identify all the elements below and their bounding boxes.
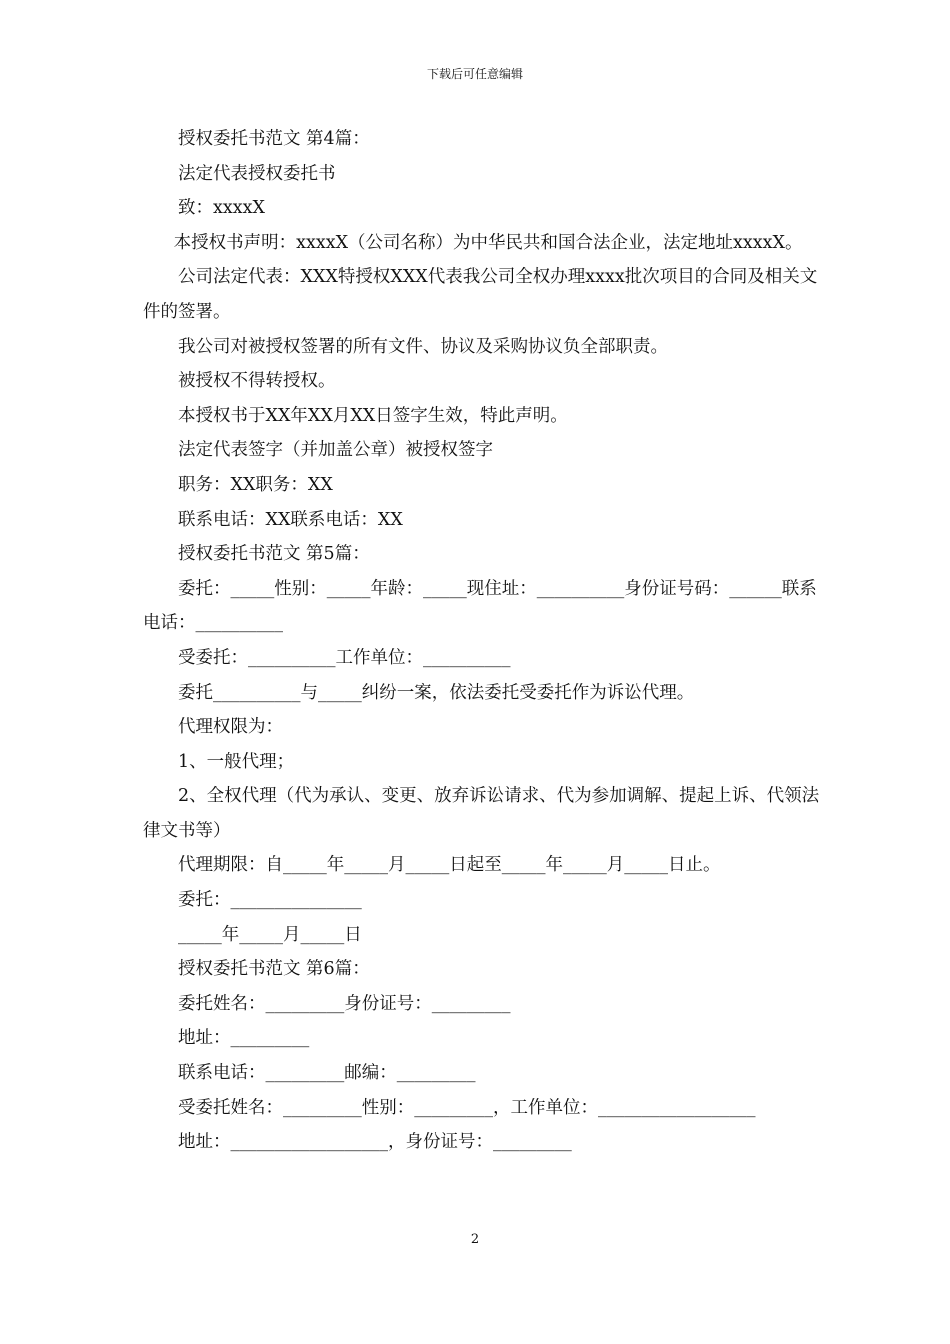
addressee-line: 致：xxxxX xyxy=(178,198,265,219)
effective-date-paragraph: 本授权书于XX年XX月XX日签字生效，特此声明。 xyxy=(178,405,568,426)
authority-scope-heading: 代理权限为： xyxy=(178,717,283,738)
case-entrust-line: 委托__________与_____纠纷一案，依法委托受委托作为诉讼代理。 xyxy=(178,682,695,703)
signature-line: 法定代表签字（并加盖公章）被授权签字 xyxy=(178,440,493,461)
header-text: 下载后可任意编辑 xyxy=(426,67,523,81)
principal-info-line: 委托：_____性别：_____年龄：_____现住址：__________身份证号码：______联系电话：__________ xyxy=(143,578,817,634)
principal-name-id-line: 委托姓名：_________身份证号：_________ xyxy=(178,993,511,1014)
responsibility-paragraph: 我公司对被授权签署的所有文件、协议及采购协议负全部职责。 xyxy=(178,336,668,357)
declaration-paragraph: 本授权书声明：xxxxX（公司名称）为中华民共和国合法企业，法定地址xxxxX。 xyxy=(173,232,803,253)
document-title: 法定代表授权委托书 xyxy=(178,163,336,184)
full-agency-item: 2、全权代理（代为承认、变更、放弃诉讼请求、代为参加调解、提起上诉、代领法律文书等） xyxy=(143,786,820,841)
section-heading-5: 授权委托书范文 第5篇： xyxy=(178,544,370,565)
no-sub-authorization-paragraph: 被授权不得转授权。 xyxy=(178,371,336,392)
general-agency-item: 1、一般代理； xyxy=(178,751,295,772)
document-body xyxy=(143,122,823,1160)
section-heading-6: 授权委托书范文 第6篇： xyxy=(178,959,370,980)
agent-info-line: 受委托：__________工作单位：__________ xyxy=(178,647,511,668)
section-heading-4: 授权委托书范文 第4篇： xyxy=(178,129,370,149)
position-line: 职务：XX职务：XX xyxy=(178,474,333,495)
legal-representative-paragraph: 公司法定代表：XXX特授权XXX代表我公司全权办理xxxx批次项目的合同及相关文件的签署。 xyxy=(143,267,818,322)
page-header xyxy=(0,66,950,82)
agent-name-line: 受委托姓名：_________性别：_________，工作单位：__________________ xyxy=(178,1097,756,1118)
principal-signature-line: 委托：_______________ xyxy=(178,890,362,911)
page-footer xyxy=(0,1232,950,1248)
principal-address-line: 地址：_________ xyxy=(178,1028,310,1049)
agent-address-line: 地址：__________________，身份证号：_________ xyxy=(178,1132,572,1153)
phone-line: 联系电话：XX联系电话：XX xyxy=(178,509,403,530)
principal-contact-line: 联系电话：_________邮编：_________ xyxy=(178,1063,476,1084)
date-line: _____年_____月_____日 xyxy=(178,924,362,945)
agency-period-line: 代理期限：自_____年_____月_____日起至_____年_____月_____日止。 xyxy=(178,855,721,876)
page-number: 2 xyxy=(470,1232,480,1247)
